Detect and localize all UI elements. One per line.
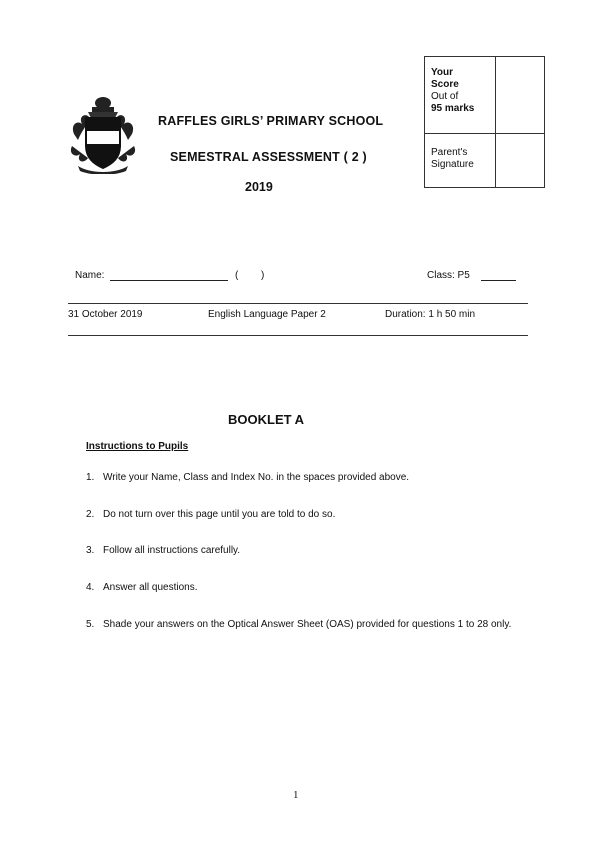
score-label <box>431 67 474 115</box>
instructions-heading: Instructions to Pupils <box>86 441 189 452</box>
name-field-line[interactable] <box>110 280 228 281</box>
exam-date: 31 October 2019 <box>68 309 143 320</box>
instruction-text: Follow all instructions carefully. <box>103 545 241 556</box>
index-close-paren: ) <box>261 270 265 281</box>
exam-year: 2019 <box>245 180 273 194</box>
instruction-text: Answer all questions. <box>103 582 198 593</box>
instruction-number: 5. <box>86 619 95 630</box>
score-label-line: Out of <box>431 91 459 102</box>
index-open-paren: ( <box>235 270 239 281</box>
score-label-line: Score <box>431 79 459 90</box>
score-label-line: 95 marks <box>431 103 475 114</box>
signature-label-line: Parent's <box>431 147 468 158</box>
instruction-text: Do not turn over this page until you are told to do so. <box>103 509 336 520</box>
signature-label-line: Signature <box>431 159 474 170</box>
parent-signature-label <box>431 147 474 171</box>
score-box-divider <box>495 57 496 187</box>
score-box <box>424 56 545 188</box>
school-name: RAFFLES GIRLS’ PRIMARY SCHOOL <box>158 114 384 128</box>
exam-duration: Duration: 1 h 50 min <box>385 309 476 320</box>
class-label: Class: P5 <box>427 270 470 281</box>
page-number: 1 <box>293 789 299 801</box>
paper-name: English Language Paper 2 <box>208 309 326 320</box>
instruction-number: 4. <box>86 582 95 593</box>
score-box-divider <box>425 133 544 134</box>
assessment-title: SEMESTRAL ASSESSMENT ( 2 ) <box>170 150 367 164</box>
booklet-title: BOOKLET A <box>228 412 305 427</box>
instruction-number: 2. <box>86 509 95 520</box>
divider <box>68 303 528 304</box>
instruction-text: Shade your answers on the Optical Answer Sheet (OAS) provided for questions 1 to 28 only. <box>103 619 512 630</box>
instruction-text: Write your Name, Class and Index No. in the spaces provided above. <box>103 472 410 483</box>
divider <box>68 335 528 336</box>
score-label-line: Your <box>431 67 454 78</box>
class-field-line[interactable] <box>481 280 516 281</box>
instruction-number: 1. <box>86 472 95 483</box>
instruction-number: 3. <box>86 545 95 556</box>
name-label: Name: <box>75 270 105 281</box>
school-crest-icon <box>68 94 138 174</box>
